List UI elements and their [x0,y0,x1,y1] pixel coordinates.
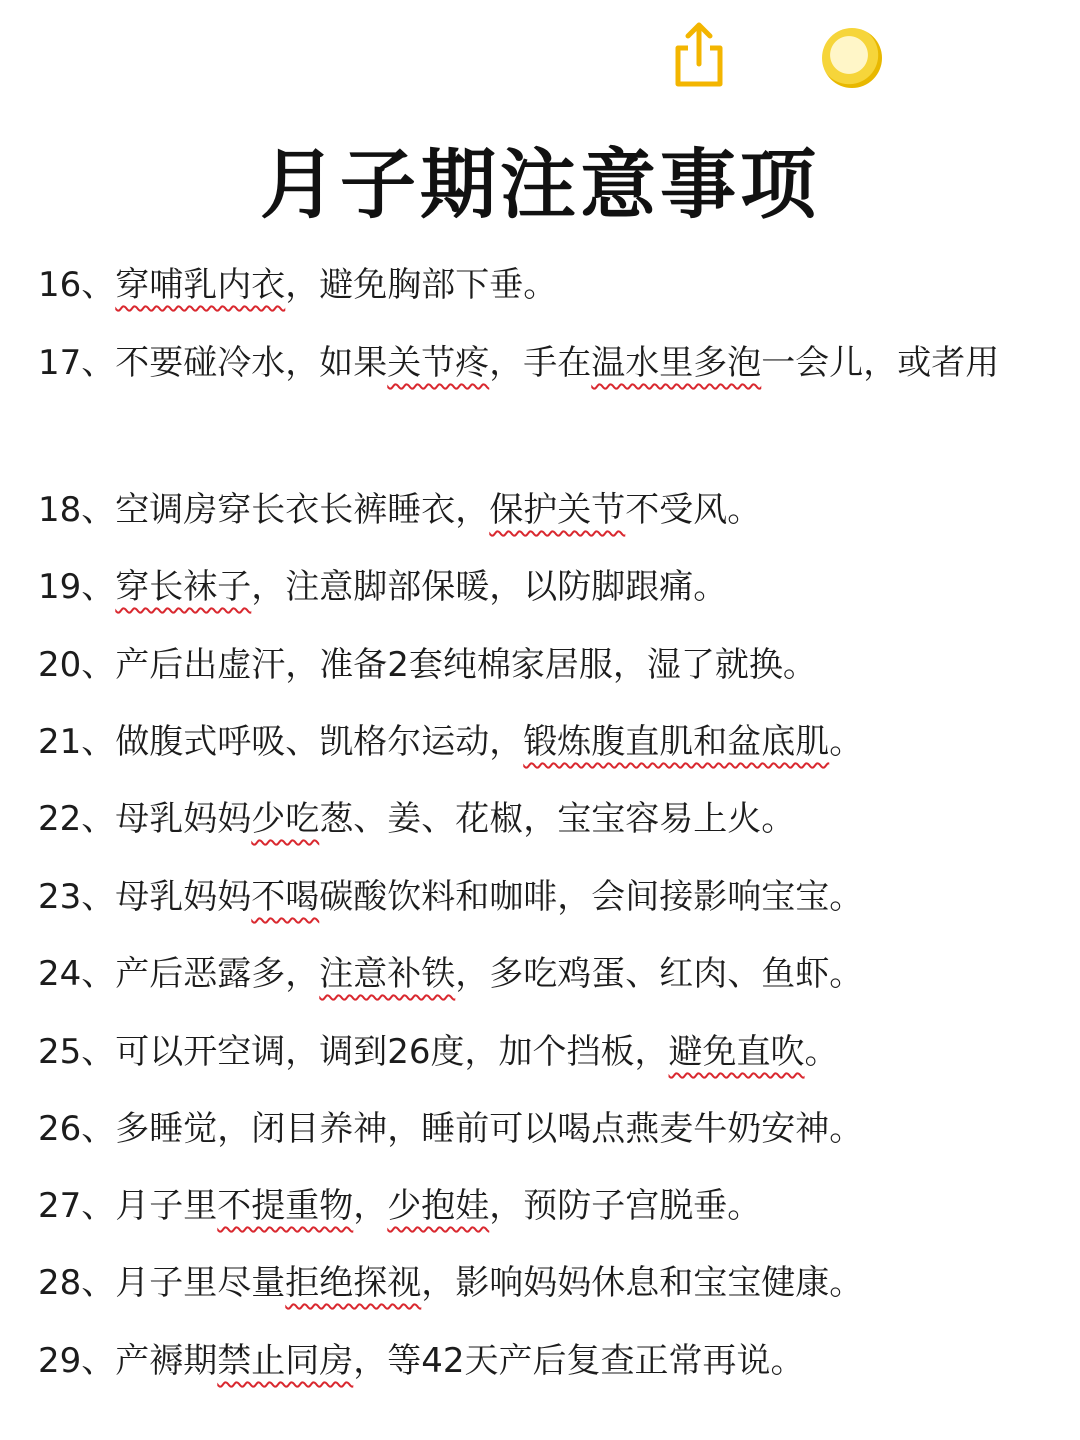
highlighted-text: 关节疼 [387,343,490,383]
list-item [38,255,1068,315]
item-text: 不要碰冷水，如果 [115,343,388,383]
item-number: 22、 [38,799,116,839]
highlighted-text: 拒绝探视 [285,1263,422,1303]
item-text: 碳酸饮料和咖啡，会间接影响宝宝。 [319,877,864,917]
item-text: 不受风。 [625,490,762,530]
item-number: 16、 [38,265,116,305]
highlighted-text: 保护关节 [489,490,626,530]
top-toolbar [0,0,1080,110]
item-number: 28、 [38,1263,116,1303]
highlighted-text: 少吃 [251,799,320,839]
item-text: 产后出虚汗，准备2套纯棉家居服，湿了就换。 [115,645,817,685]
item-text: ，影响妈妈休息和宝宝健康。 [421,1263,864,1303]
item-number: 29、 [38,1341,116,1381]
item-text: 母乳妈妈 [115,877,252,917]
item-text: 可以开空调，调到26度，加个挡板， [115,1032,669,1072]
item-number: 19、 [38,567,116,607]
highlighted-text: 禁止同房 [217,1341,354,1381]
item-text: 。 [829,722,864,762]
item-number: 18、 [38,490,116,530]
list-item [38,557,1068,617]
item-number: 20、 [38,645,116,685]
item-number: 25、 [38,1032,116,1072]
item-text: 做腹式呼吸、凯格尔运动， [115,722,524,762]
item-text: ，避免胸部下垂。 [285,265,558,305]
item-text: ，多吃鸡蛋、红肉、鱼虾。 [455,954,864,994]
item-text: 产后恶露多， [115,954,320,994]
list-item [38,712,1068,772]
item-number: 24、 [38,954,116,994]
item-text: 空调房穿长衣长裤睡衣， [115,490,490,530]
item-text: ，等42天产后复查正常再说。 [353,1341,805,1381]
item-text: 一会儿，或者用 [761,343,1000,383]
highlighted-text: 不喝 [251,877,320,917]
highlighted-text: 少抱娃 [387,1186,490,1226]
list-item [38,1253,1068,1313]
item-number: 21、 [38,722,116,762]
item-number: 23、 [38,877,116,917]
share-icon[interactable] [668,20,730,90]
highlighted-text: 避免直吹 [668,1032,805,1072]
item-number: 17、 [38,343,116,383]
highlighted-text: 注意补铁 [319,954,456,994]
item-number: 26、 [38,1109,116,1149]
list-item [38,480,1068,540]
item-text: 产褥期 [115,1341,218,1381]
list-item [38,1176,1068,1236]
highlighted-text: 穿哺乳内衣 [115,265,286,305]
item-text: ， [353,1186,388,1226]
list-item [38,789,1068,849]
page-title: 月子期注意事项 [260,140,820,229]
item-text: 多睡觉，闭目养神，睡前可以喝点燕麦牛奶安神。 [115,1109,864,1149]
item-text: 月子里尽量 [115,1263,286,1303]
highlighted-text: 温水里多泡 [591,343,762,383]
highlighted-text: 穿长袜子 [115,567,252,607]
avatar-icon[interactable] [822,28,882,88]
list-item [38,1331,1068,1391]
item-text: 月子里 [115,1186,218,1226]
item-text: ，预防子宫脱垂。 [489,1186,762,1226]
list-item [38,1099,1068,1159]
highlighted-text: 锻炼腹直肌和盆底肌 [523,722,830,762]
list-item [38,1022,1068,1082]
list-item [38,635,1068,695]
item-text: 。 [804,1032,839,1072]
item-text: 母乳妈妈 [115,799,252,839]
list-item [38,867,1068,927]
list-item [38,333,1068,393]
list-item [38,944,1068,1004]
item-number: 27、 [38,1186,116,1226]
item-text: ，注意脚部保暖，以防脚跟痛。 [251,567,728,607]
highlighted-text: 不提重物 [217,1186,354,1226]
item-text: 葱、姜、花椒，宝宝容易上火。 [319,799,796,839]
item-text: ，手在 [489,343,592,383]
